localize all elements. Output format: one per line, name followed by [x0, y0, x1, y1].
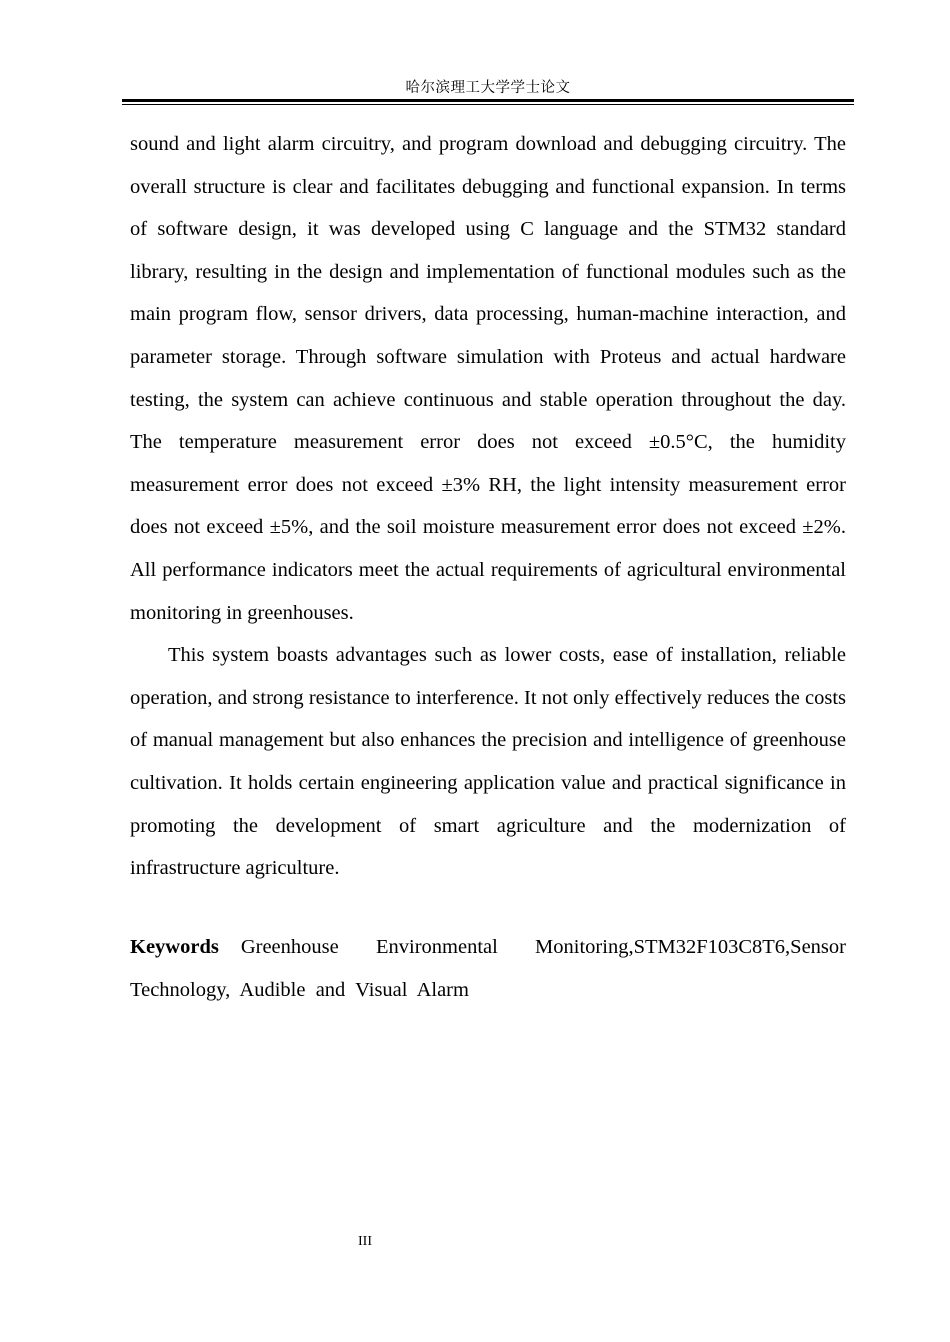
abstract-body [130, 123, 846, 890]
keywords-text: Greenhouse Environmental Monitoring,STM32F103C8T6,Sensor Technology, Audible and Visual Alarm [130, 936, 851, 1001]
keywords-section [130, 926, 851, 1012]
page-number: III [358, 1234, 372, 1249]
header-rule-thin [122, 104, 854, 105]
abstract-paragraph-1: sound and light alarm circuitry, and program download and debugging circuitry. The overall structure is clear and facilitates debugging and functional expansion. In terms of software design, it was developed using C language and the STM32 standard library, resulting in the design and implementation of functional modules such as the main program flow, sensor drivers, data processing, human-machine interaction, and parameter storage. Through software simulation with Proteus and actual hardware testing, the system can achieve continuous and stable operation throughout the day. The temperature measurement error does not exceed ±0.5°C, the humidity measurement error does not exceed ±3% RH, the light intensity measurement error does not exceed ±5%, and the soil moisture measurement error does not exceed ±2%. All performance indicators meet the actual requirements of agricultural environmental monitoring in greenhouses. [130, 133, 846, 624]
keywords-label: Keywords [130, 936, 219, 958]
header-rule-thick [122, 99, 854, 102]
page-header-title: 哈尔滨理工大学学士论文 [405, 80, 571, 96]
abstract-paragraph-2: This system boasts advantages such as lower costs, ease of installation, reliable operation, and strong resistance to interference. It not only effectively reduces the costs of manual management but also enhances the precision and intelligence of greenhouse cultivation. It holds certain engineering application value and practical significance in promoting the development of smart agriculture and the modernization of infrastructure agriculture. [130, 644, 846, 880]
